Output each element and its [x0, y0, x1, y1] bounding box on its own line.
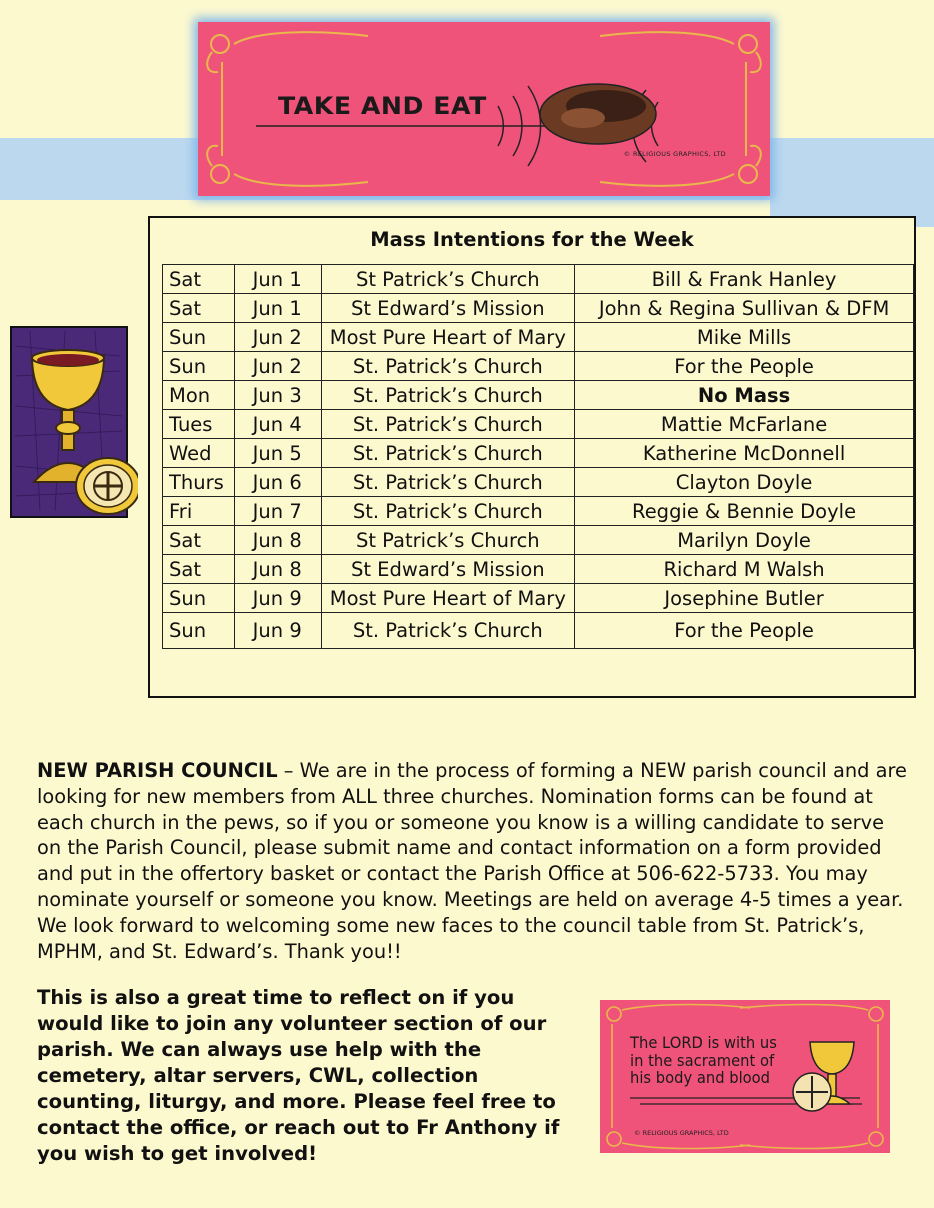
- date-cell: Jun 8: [234, 526, 321, 555]
- date-cell: Jun 1: [234, 265, 321, 294]
- day-cell: Sat: [163, 294, 235, 323]
- church-cell: Most Pure Heart of Mary: [321, 584, 575, 613]
- parish-council-heading: NEW PARISH COUNCIL: [37, 759, 278, 782]
- date-cell: Jun 9: [234, 584, 321, 613]
- church-cell: St Edward’s Mission: [321, 555, 575, 584]
- day-cell: Wed: [163, 439, 235, 468]
- day-cell: Mon: [163, 381, 235, 410]
- date-cell: Jun 6: [234, 468, 321, 497]
- date-cell: Jun 2: [234, 352, 321, 381]
- church-cell: St. Patrick’s Church: [321, 468, 575, 497]
- chalice-and-host-icon: [10, 326, 138, 522]
- day-cell: Sat: [163, 265, 235, 294]
- date-cell: Jun 1: [234, 294, 321, 323]
- hands-icon: [540, 84, 656, 144]
- church-cell: St. Patrick’s Church: [321, 352, 575, 381]
- church-cell: St Edward’s Mission: [321, 294, 575, 323]
- table-row: [163, 381, 914, 410]
- date-cell: Jun 4: [234, 410, 321, 439]
- day-cell: Sun: [163, 584, 235, 613]
- table-row: [163, 526, 914, 555]
- intention-cell: Bill & Frank Hanley: [575, 265, 914, 294]
- intention-cell: No Mass: [575, 381, 914, 410]
- table-row: [163, 555, 914, 584]
- small-chalice-icon: [793, 1042, 854, 1111]
- table-row: [163, 323, 914, 352]
- take-and-eat-banner: [198, 22, 770, 196]
- date-cell: Jun 8: [234, 555, 321, 584]
- date-cell: Jun 7: [234, 497, 321, 526]
- day-cell: Sun: [163, 613, 235, 649]
- intention-cell: Clayton Doyle: [575, 468, 914, 497]
- table-row: [163, 294, 914, 323]
- church-cell: St. Patrick’s Church: [321, 439, 575, 468]
- church-cell: St. Patrick’s Church: [321, 410, 575, 439]
- intention-cell: Reggie & Bennie Doyle: [575, 497, 914, 526]
- table-row: [163, 352, 914, 381]
- day-cell: Sun: [163, 352, 235, 381]
- table-row: [163, 584, 914, 613]
- card-line-3: his body and blood: [630, 1068, 771, 1087]
- card-credit: © RELIGIOUS GRAPHICS, LTD: [634, 1129, 729, 1137]
- table-row: [163, 265, 914, 294]
- date-cell: Jun 9: [234, 613, 321, 649]
- sacrament-card-text: [630, 1034, 777, 1087]
- card-line-2: in the sacrament of: [630, 1050, 775, 1070]
- table-row: [163, 410, 914, 439]
- card-line-1: The LORD is with us: [630, 1033, 777, 1052]
- parish-council-body: – We are in the process of forming a NEW parish council and are looking for new members from ALL three churches. Nomination forms can be found at each church in the pews, so if you or someone you know is a willing candidate to serve on the Parish Council, please submit name and contact information on a form provided and put in the offertory basket or contact the Parish Office at 506-622-5733. You may nominate yourself or someone you know. Meetings are held on average 4-5 times a year. We look forward to welcoming some new faces to the council table from St. Patrick’s, MPHM, and St. Edward’s. Thank you!!: [37, 759, 907, 963]
- church-cell: St. Patrick’s Church: [321, 613, 575, 649]
- church-cell: Most Pure Heart of Mary: [321, 323, 575, 352]
- sacrament-card: [600, 1000, 890, 1153]
- table-row: [163, 497, 914, 526]
- intention-cell: Richard M Walsh: [575, 555, 914, 584]
- date-cell: Jun 5: [234, 439, 321, 468]
- table-row: [163, 613, 914, 649]
- mass-intentions-box: [148, 216, 916, 698]
- day-cell: Sat: [163, 526, 235, 555]
- church-cell: St Patrick’s Church: [321, 526, 575, 555]
- mass-intentions-title: Mass Intentions for the Week: [370, 228, 694, 251]
- volunteer-notice: This is also a great time to reflect on if you would like to join any volunteer section of our parish. We can always use help with the cemetery, altar servers, CWL, collection counting, liturgy, and more. Please feel free to contact the office, or reach out to Fr Anthony if you wish to get involved!: [37, 986, 560, 1165]
- intention-cell: Mattie McFarlane: [575, 410, 914, 439]
- table-row: [163, 468, 914, 497]
- day-cell: Tues: [163, 410, 235, 439]
- banner-title: TAKE AND EAT: [278, 92, 487, 120]
- intention-cell: John & Regina Sullivan & DFM: [575, 294, 914, 323]
- church-cell: St. Patrick’s Church: [321, 497, 575, 526]
- table-row: [163, 439, 914, 468]
- day-cell: Sat: [163, 555, 235, 584]
- date-cell: Jun 3: [234, 381, 321, 410]
- intention-cell: Marilyn Doyle: [575, 526, 914, 555]
- banner-credit: © RELIGIOUS GRAPHICS, LTD: [623, 150, 726, 158]
- day-cell: Sun: [163, 323, 235, 352]
- parish-council-notice: [37, 758, 913, 964]
- church-cell: St Patrick’s Church: [321, 265, 575, 294]
- church-cell: St. Patrick’s Church: [321, 381, 575, 410]
- intention-cell: For the People: [575, 352, 914, 381]
- intention-cell: Josephine Butler: [575, 584, 914, 613]
- day-cell: Thurs: [163, 468, 235, 497]
- day-cell: Fri: [163, 497, 235, 526]
- intention-cell: Katherine McDonnell: [575, 439, 914, 468]
- intention-cell: For the People: [575, 613, 914, 649]
- intention-cell: Mike Mills: [575, 323, 914, 352]
- mass-intentions-table: [162, 264, 914, 649]
- date-cell: Jun 2: [234, 323, 321, 352]
